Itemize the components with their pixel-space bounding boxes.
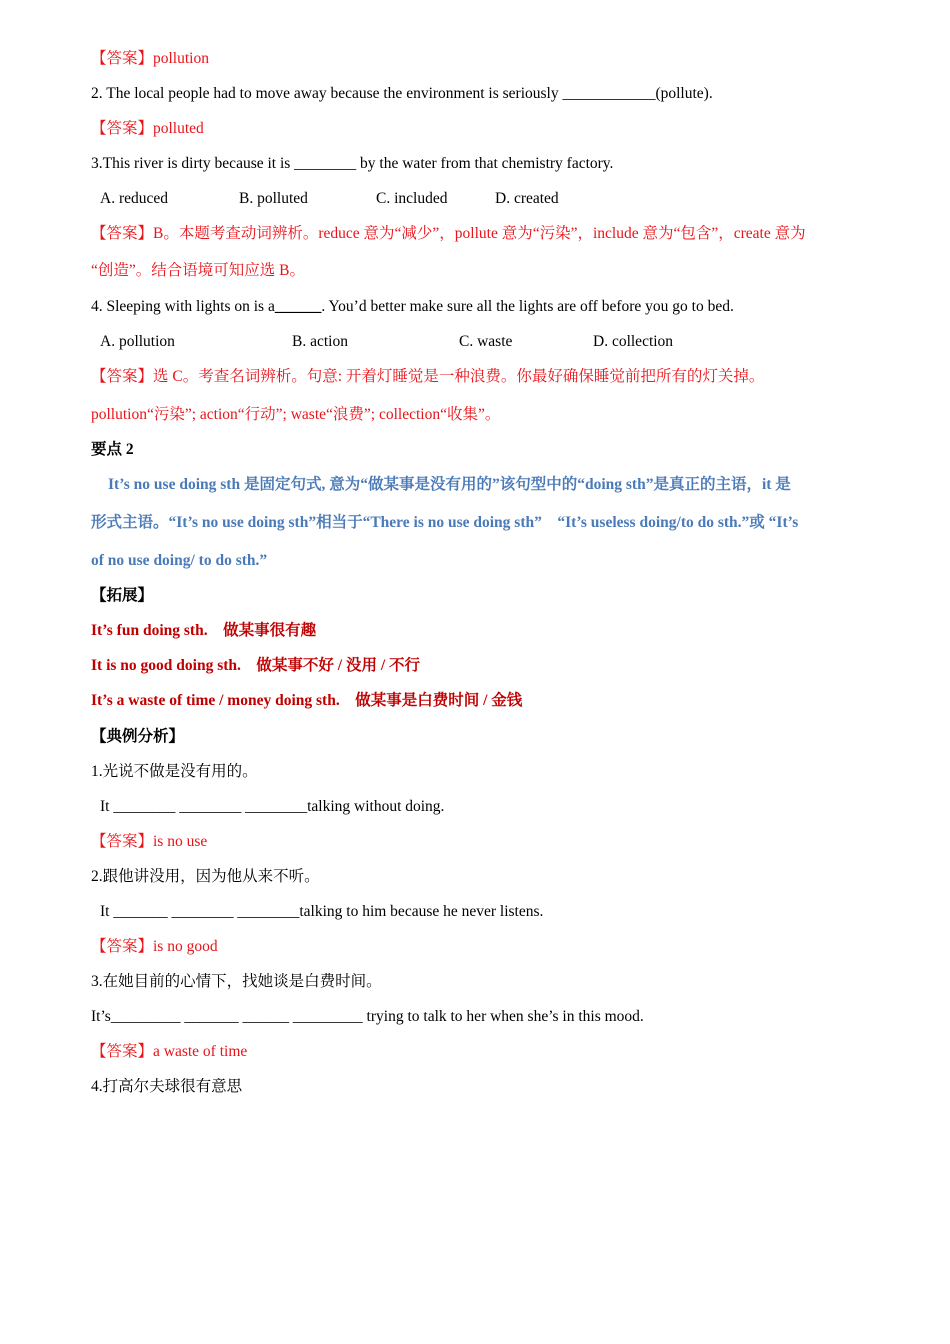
section-heading-point-2: 要点 2 bbox=[91, 441, 134, 458]
option-a: A. pollution bbox=[100, 333, 175, 350]
option-c: C. included bbox=[376, 190, 448, 207]
explanation-line-3: of no use doing/ to do sth.” bbox=[91, 552, 268, 569]
explanation-line-1: It’s no use doing sth 是固定句式, 意为“做某事是没有用的”该句型中的“doing sth”是真正的主语，it 是 bbox=[108, 476, 791, 493]
extension-item-3: It’s a waste of time / money doing sth. 做某事是白费时间 / 金钱 bbox=[91, 692, 523, 709]
question-3-options bbox=[100, 189, 559, 209]
option-c: C. waste bbox=[459, 333, 513, 350]
option-b: B. action bbox=[292, 333, 348, 350]
example-3-answer: 【答案】a waste of time bbox=[91, 1043, 248, 1060]
question-2: 2. The local people had to move away because the environment is seriously ____________(pollute). bbox=[91, 85, 713, 102]
example-3-prompt: 3.在她目前的心情下，找她谈是白费时间。 bbox=[91, 973, 382, 990]
answer-pollution: 【答案】pollution bbox=[91, 50, 209, 67]
example-2-answer: 【答案】is no good bbox=[91, 938, 218, 955]
example-4-prompt: 4.打高尔夫球很有意思 bbox=[91, 1078, 243, 1095]
question-4 bbox=[91, 297, 734, 317]
question-4-suffix: . You’d better make sure all the lights are off before you go to bed. bbox=[321, 298, 734, 315]
example-1-sentence: It ________ ________ ________talking without doing. bbox=[100, 798, 445, 815]
option-b: B. polluted bbox=[239, 190, 308, 207]
explanation-line-2: 形式主语。“It’s no use doing sth”相当于“There is no use doing sth” “It’s useless doing/to do sth.”或 “It’s bbox=[91, 514, 799, 531]
example-2-prompt: 2.跟他讲没用，因为他从来不听。 bbox=[91, 868, 320, 885]
extension-item-2: It is no good doing sth. 做某事不好 / 没用 / 不行 bbox=[91, 657, 420, 674]
option-a: A. reduced bbox=[100, 190, 168, 207]
question-4-prefix: 4. Sleeping with lights on is a bbox=[91, 298, 275, 315]
question-3: 3.This river is dirty because it is ________ by the water from that chemistry factory. bbox=[91, 155, 614, 172]
examples-heading: 【典例分析】 bbox=[91, 728, 185, 745]
example-3-sentence: It’s_________ _______ ______ _________ trying to talk to her when she’s in this mood. bbox=[91, 1008, 644, 1025]
example-1-prompt: 1.光说不做是没有用的。 bbox=[91, 763, 258, 780]
answer-3-line-2: “创造”。结合语境可知应选 B。 bbox=[91, 262, 305, 279]
question-4-options bbox=[100, 332, 673, 352]
extension-item-1: It’s fun doing sth. 做某事很有趣 bbox=[91, 622, 317, 639]
extension-heading: 【拓展】 bbox=[91, 587, 154, 604]
option-d: D. collection bbox=[593, 333, 674, 350]
answer-4-line-2: pollution“污染”; action“行动”; waste“浪费”; collection“收集”。 bbox=[91, 406, 501, 423]
option-d: D. created bbox=[495, 190, 559, 207]
answer-polluted: 【答案】polluted bbox=[91, 120, 204, 137]
answer-4-line-1: 【答案】选 C。考查名词辨析。句意: 开着灯睡觉是一种浪费。你最好确保睡觉前把所有的灯关掉。 bbox=[91, 368, 765, 385]
example-1-answer: 【答案】is no use bbox=[91, 833, 208, 850]
question-4-blank: ______ bbox=[274, 298, 322, 315]
answer-3-line-1: 【答案】B。本题考查动词辨析。reduce 意为“减少”，pollute 意为“污染”，include 意为“包含”，create 意为 bbox=[91, 225, 806, 242]
example-2-sentence: It _______ ________ ________talking to him because he never listens. bbox=[100, 903, 544, 920]
